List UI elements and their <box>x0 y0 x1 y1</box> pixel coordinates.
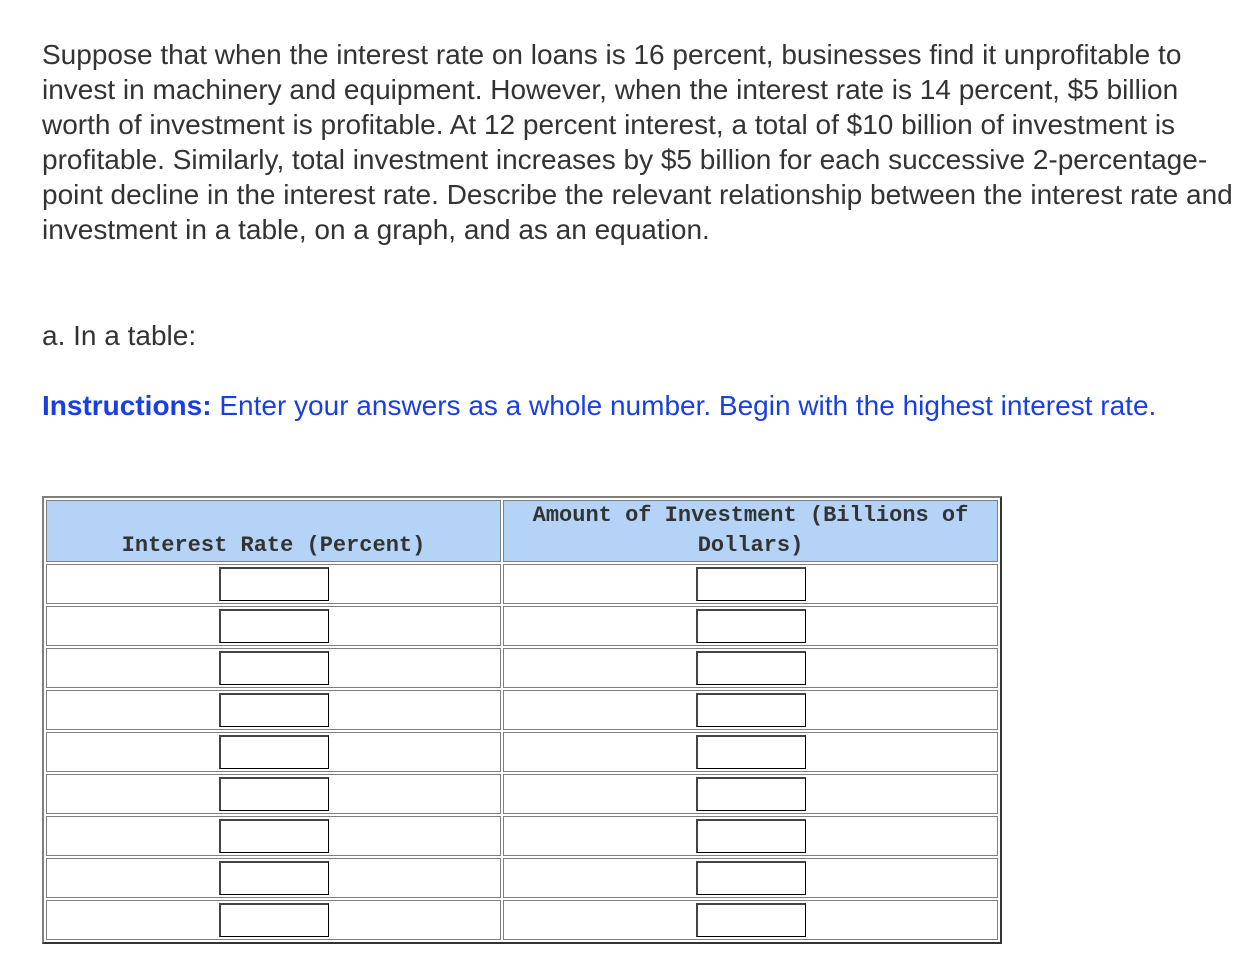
interest-rate-cell <box>46 648 501 688</box>
answer-table <box>42 496 1002 944</box>
interest-rate-cell <box>46 606 501 646</box>
part-a-label: a. In a table: <box>42 320 197 351</box>
instructions-text: Enter your answers as a whole number. Begin with the highest interest rate. <box>211 390 1157 421</box>
investment-input[interactable] <box>696 903 806 937</box>
interest-rate-input[interactable] <box>219 693 329 727</box>
table-row <box>46 648 998 688</box>
table-row <box>46 774 998 814</box>
table-row <box>46 564 998 604</box>
table-row <box>46 606 998 646</box>
header-interest-rate: Interest Rate (Percent) <box>46 500 501 562</box>
interest-rate-cell <box>46 774 501 814</box>
interest-rate-input[interactable] <box>219 903 329 937</box>
table-row <box>46 858 998 898</box>
interest-rate-cell <box>46 564 501 604</box>
investment-input[interactable] <box>696 861 806 895</box>
interest-rate-cell <box>46 858 501 898</box>
interest-rate-cell <box>46 732 501 772</box>
investment-cell <box>503 732 998 772</box>
investment-cell <box>503 858 998 898</box>
investment-input[interactable] <box>696 567 806 601</box>
interest-rate-cell <box>46 690 501 730</box>
investment-cell <box>503 774 998 814</box>
table-row <box>46 900 998 940</box>
instructions-label: Instructions: <box>42 390 212 421</box>
interest-rate-cell <box>46 900 501 940</box>
investment-input[interactable] <box>696 609 806 643</box>
investment-input[interactable] <box>696 693 806 727</box>
interest-rate-input[interactable] <box>219 819 329 853</box>
table-row <box>46 816 998 856</box>
question-text: Suppose that when the interest rate on loans is 16 percent, businesses find it unprofitable to invest in machinery and equipment. However, when the interest rate is 14 percent, $5 billion worth of investment is profitable. At 12 percent interest, a total of $10 billion of investment is profitable. Similarly, total investment increases by $5 billion for each successive 2-percentage-point decline in the interest rate. Describe the relevant relationship between the interest rate and investment in a table, on a graph, and as an equation. <box>42 39 1233 245</box>
table-row <box>46 690 998 730</box>
table-header-row <box>46 500 998 562</box>
investment-cell <box>503 648 998 688</box>
interest-rate-cell <box>46 816 501 856</box>
investment-cell <box>503 816 998 856</box>
investment-input[interactable] <box>696 735 806 769</box>
investment-cell <box>503 564 998 604</box>
interest-rate-input[interactable] <box>219 567 329 601</box>
investment-cell <box>503 690 998 730</box>
interest-rate-input[interactable] <box>219 861 329 895</box>
investment-cell <box>503 606 998 646</box>
interest-rate-input[interactable] <box>219 777 329 811</box>
investment-input[interactable] <box>696 777 806 811</box>
table-row <box>46 732 998 772</box>
investment-input[interactable] <box>696 651 806 685</box>
investment-cell <box>503 900 998 940</box>
header-investment: Amount of Investment (Billions of Dollars) <box>503 500 998 562</box>
interest-rate-input[interactable] <box>219 735 329 769</box>
interest-rate-input[interactable] <box>219 651 329 685</box>
investment-input[interactable] <box>696 819 806 853</box>
interest-rate-input[interactable] <box>219 609 329 643</box>
instructions <box>42 388 1232 423</box>
table-body <box>46 564 998 940</box>
